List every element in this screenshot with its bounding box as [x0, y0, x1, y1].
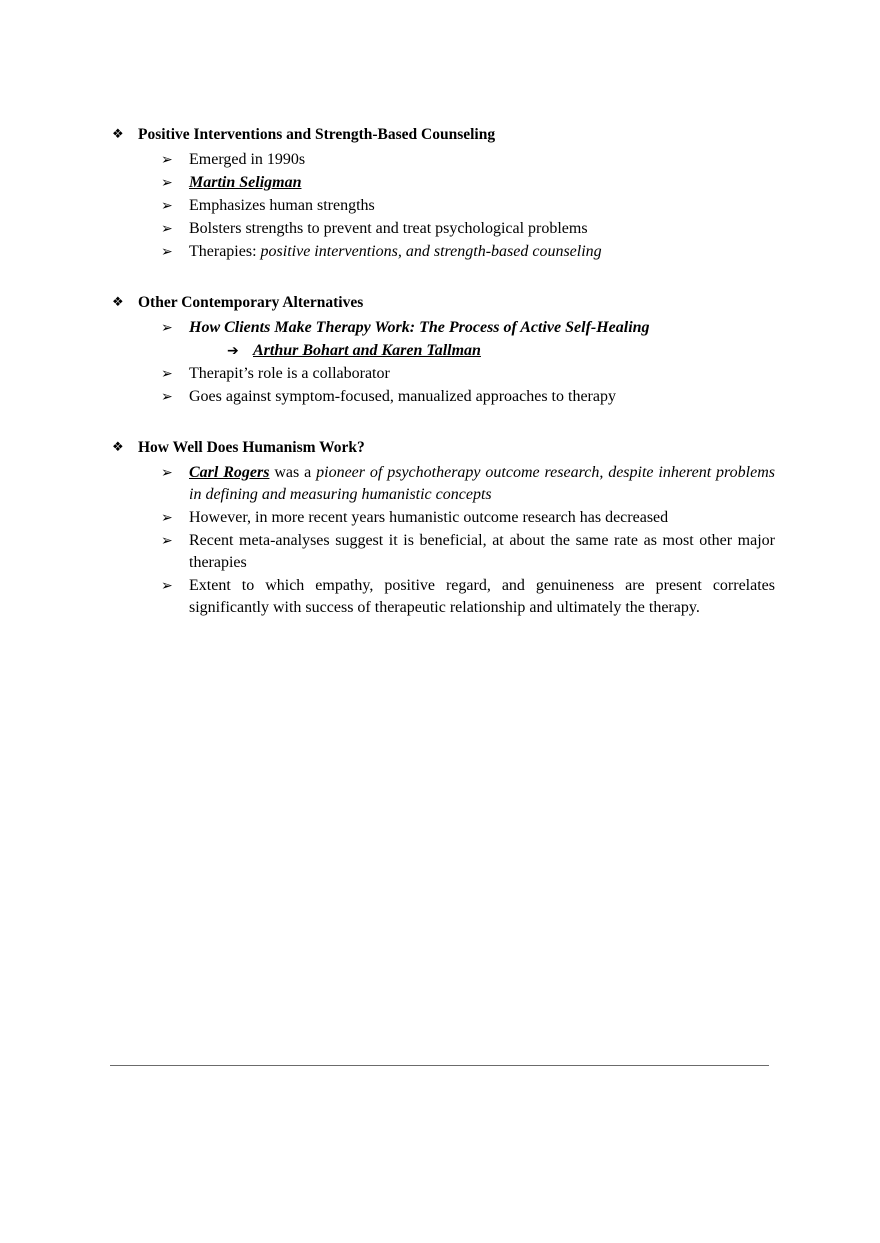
list-item-text: Bolsters strengths to prevent and treat psychological problems [189, 220, 588, 237]
right-arrow-bullet-icon: ➔ [227, 343, 239, 359]
section-heading-row [110, 125, 775, 145]
list-item-lead: Therapies: [189, 243, 261, 260]
footer-divider [110, 1065, 769, 1066]
section-how-well-does-humanism-work [110, 438, 775, 619]
list-item-text: Therapit’s role is a collaborator [189, 365, 390, 382]
diamond-bullet-icon: ❖ [112, 127, 124, 142]
arrow-bullet-icon: ➢ [161, 465, 173, 481]
list-item-lead: was a [269, 464, 317, 481]
arrow-bullet-icon: ➢ [161, 198, 173, 214]
section-heading-row [110, 293, 775, 313]
list-item-text: Emerged in 1990s [189, 151, 306, 168]
arrow-bullet-icon: ➢ [161, 389, 173, 405]
section-heading-row [110, 438, 775, 458]
list-item [161, 195, 775, 217]
section-heading: How Well Does Humanism Work? [138, 439, 365, 456]
arrow-bullet-icon: ➢ [161, 533, 173, 549]
list-item [161, 317, 775, 339]
list-item [161, 149, 775, 171]
list-item [161, 386, 775, 408]
list-item-text [189, 172, 775, 194]
list-item-text: Emphasizes human strengths [189, 197, 375, 214]
sub-list-item [227, 340, 775, 362]
section-positive-interventions [110, 125, 775, 263]
list-item-italic: positive interventions, and strength-based counseling [260, 243, 602, 260]
list-item [161, 462, 775, 506]
list-item [161, 530, 775, 574]
emphasis-name: Martin Seligman [189, 174, 302, 191]
arrow-bullet-icon: ➢ [161, 244, 173, 260]
diamond-bullet-icon: ❖ [112, 440, 124, 455]
document-body [110, 125, 775, 620]
arrow-bullet-icon: ➢ [161, 320, 173, 336]
book-title: How Clients Make Therapy Work: The Process of Active Self-Healing [189, 319, 650, 336]
diamond-bullet-icon: ❖ [112, 295, 124, 310]
sub-list-item-text: Arthur Bohart and Karen Tallman [253, 342, 481, 359]
section-heading: Other Contemporary Alternatives [138, 294, 364, 311]
section-other-contemporary-alternatives [110, 293, 775, 408]
list-item-text: Recent meta-analyses suggest it is beneficial, at about the same rate as most other major therapies [189, 532, 775, 571]
list-item [161, 241, 775, 263]
arrow-bullet-icon: ➢ [161, 221, 173, 237]
list-item-text: Extent to which empathy, positive regard, and genuineness are present correlates significantly with success of therapeutic relationship and ultimately the therapy. [189, 577, 775, 616]
list-item-text [189, 462, 775, 506]
list-item [161, 363, 775, 385]
arrow-bullet-icon: ➢ [161, 175, 173, 191]
arrow-bullet-icon: ➢ [161, 366, 173, 382]
list-item-text: Goes against symptom-focused, manualized approaches to therapy [189, 388, 616, 405]
list-item-text: However, in more recent years humanistic outcome research has decreased [189, 509, 669, 526]
list-item-text [189, 317, 775, 339]
list-item-text [189, 241, 775, 263]
list-item [161, 575, 775, 619]
list-item [161, 218, 775, 240]
list-item [161, 172, 775, 194]
list-item-italic: pioneer of psychotherapy outcome research, despite inherent problems in defining and measuring humanistic concepts [189, 464, 775, 503]
emphasis-name: Carl Rogers [189, 464, 270, 481]
list-item [161, 507, 775, 529]
arrow-bullet-icon: ➢ [161, 510, 173, 526]
arrow-bullet-icon: ➢ [161, 152, 173, 168]
section-heading: Positive Interventions and Strength-Based Counseling [138, 126, 496, 143]
arrow-bullet-icon: ➢ [161, 578, 173, 594]
